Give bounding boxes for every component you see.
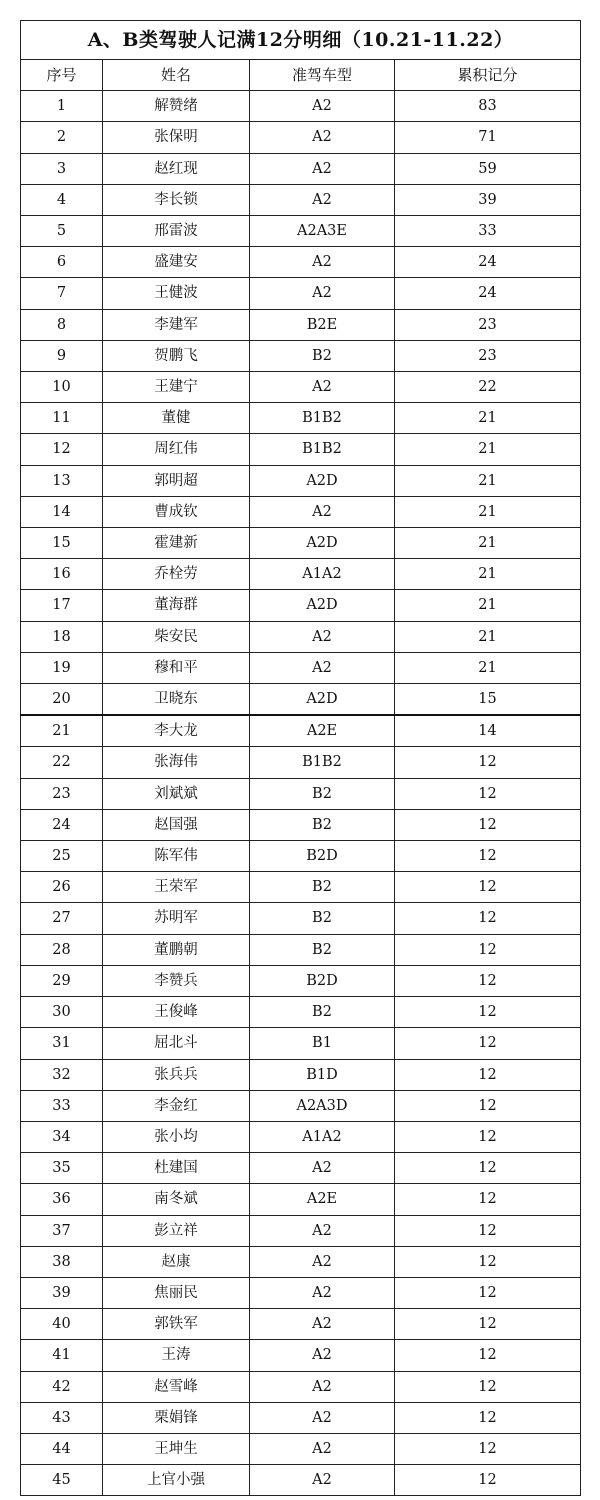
cell-license-class: A1A2 bbox=[250, 1121, 395, 1152]
cell-license-class: A2 bbox=[250, 247, 395, 278]
table-row bbox=[21, 1309, 581, 1340]
cell-points: 21 bbox=[395, 621, 581, 652]
table-row bbox=[21, 997, 581, 1028]
cell-name: 盛建安 bbox=[103, 247, 250, 278]
cell-license-class: A2 bbox=[250, 184, 395, 215]
table-row bbox=[21, 91, 581, 122]
cell-license-class: A1A2 bbox=[250, 559, 395, 590]
cell-points: 59 bbox=[395, 153, 581, 184]
cell-license-class: A2E bbox=[250, 1184, 395, 1215]
cell-index: 39 bbox=[21, 1277, 103, 1308]
cell-index: 12 bbox=[21, 434, 103, 465]
table-row bbox=[21, 1121, 581, 1152]
cell-name: 李建军 bbox=[103, 309, 250, 340]
cell-license-class: B2D bbox=[250, 965, 395, 996]
cell-index: 38 bbox=[21, 1246, 103, 1277]
table-row bbox=[21, 747, 581, 778]
cell-name: 彭立祥 bbox=[103, 1215, 250, 1246]
table-row bbox=[21, 841, 581, 872]
cell-points: 83 bbox=[395, 91, 581, 122]
cell-points: 24 bbox=[395, 247, 581, 278]
cell-index: 15 bbox=[21, 528, 103, 559]
table-row bbox=[21, 809, 581, 840]
cell-license-class: B2 bbox=[250, 340, 395, 371]
cell-license-class: A2 bbox=[250, 1371, 395, 1402]
cell-license-class: A2D bbox=[250, 528, 395, 559]
table-row bbox=[21, 1246, 581, 1277]
cell-name: 李赞兵 bbox=[103, 965, 250, 996]
cell-name: 赵国强 bbox=[103, 809, 250, 840]
cell-index: 33 bbox=[21, 1090, 103, 1121]
cell-index: 21 bbox=[21, 715, 103, 747]
cell-index: 20 bbox=[21, 684, 103, 716]
cell-points: 12 bbox=[395, 747, 581, 778]
cell-license-class: B2D bbox=[250, 841, 395, 872]
header-index: 序号 bbox=[21, 60, 103, 91]
table-row bbox=[21, 1184, 581, 1215]
cell-index: 13 bbox=[21, 465, 103, 496]
cell-points: 71 bbox=[395, 122, 581, 153]
table-row bbox=[21, 372, 581, 403]
cell-license-class: B2 bbox=[250, 809, 395, 840]
cell-points: 24 bbox=[395, 278, 581, 309]
cell-points: 21 bbox=[395, 465, 581, 496]
table-row bbox=[21, 496, 581, 527]
cell-name: 刘斌斌 bbox=[103, 778, 250, 809]
table-row bbox=[21, 403, 581, 434]
cell-license-class: A2A3D bbox=[250, 1090, 395, 1121]
cell-name: 郭明超 bbox=[103, 465, 250, 496]
cell-points: 21 bbox=[395, 434, 581, 465]
cell-name: 郭铁军 bbox=[103, 1309, 250, 1340]
table-row bbox=[21, 872, 581, 903]
cell-name: 李长锁 bbox=[103, 184, 250, 215]
cell-license-class: A2 bbox=[250, 1277, 395, 1308]
cell-index: 19 bbox=[21, 652, 103, 683]
cell-points: 12 bbox=[395, 1215, 581, 1246]
cell-index: 7 bbox=[21, 278, 103, 309]
cell-license-class: A2 bbox=[250, 278, 395, 309]
cell-license-class: B2 bbox=[250, 934, 395, 965]
cell-index: 25 bbox=[21, 841, 103, 872]
cell-index: 3 bbox=[21, 153, 103, 184]
cell-index: 43 bbox=[21, 1402, 103, 1433]
cell-index: 2 bbox=[21, 122, 103, 153]
table-row bbox=[21, 278, 581, 309]
cell-license-class: B2 bbox=[250, 778, 395, 809]
cell-name: 苏明军 bbox=[103, 903, 250, 934]
cell-index: 26 bbox=[21, 872, 103, 903]
table-row bbox=[21, 309, 581, 340]
cell-points: 14 bbox=[395, 715, 581, 747]
cell-name: 董鹏朝 bbox=[103, 934, 250, 965]
cell-index: 18 bbox=[21, 621, 103, 652]
table-row bbox=[21, 1090, 581, 1121]
cell-name: 王坤生 bbox=[103, 1433, 250, 1464]
cell-points: 12 bbox=[395, 903, 581, 934]
table-row bbox=[21, 1277, 581, 1308]
table-row bbox=[21, 434, 581, 465]
cell-name: 周红伟 bbox=[103, 434, 250, 465]
table-row bbox=[21, 903, 581, 934]
points-table bbox=[20, 20, 581, 1496]
cell-license-class: A2 bbox=[250, 1153, 395, 1184]
cell-name: 赵红现 bbox=[103, 153, 250, 184]
table-row bbox=[21, 590, 581, 621]
cell-license-class: A2 bbox=[250, 496, 395, 527]
cell-points: 12 bbox=[395, 1153, 581, 1184]
table-row bbox=[21, 1153, 581, 1184]
table-row bbox=[21, 934, 581, 965]
table-row bbox=[21, 1433, 581, 1464]
table-body bbox=[21, 91, 581, 1496]
cell-license-class: A2D bbox=[250, 684, 395, 716]
cell-index: 6 bbox=[21, 247, 103, 278]
cell-license-class: A2 bbox=[250, 1402, 395, 1433]
table-row bbox=[21, 559, 581, 590]
cell-license-class: B1B2 bbox=[250, 747, 395, 778]
header-name: 姓名 bbox=[103, 60, 250, 91]
cell-points: 12 bbox=[395, 872, 581, 903]
cell-index: 30 bbox=[21, 997, 103, 1028]
table-row bbox=[21, 1465, 581, 1496]
cell-name: 李金红 bbox=[103, 1090, 250, 1121]
cell-points: 21 bbox=[395, 496, 581, 527]
cell-points: 21 bbox=[395, 403, 581, 434]
cell-name: 王荣军 bbox=[103, 872, 250, 903]
cell-points: 12 bbox=[395, 1402, 581, 1433]
cell-index: 42 bbox=[21, 1371, 103, 1402]
table-row bbox=[21, 1028, 581, 1059]
table-row bbox=[21, 1402, 581, 1433]
cell-points: 12 bbox=[395, 778, 581, 809]
cell-index: 41 bbox=[21, 1340, 103, 1371]
cell-index: 17 bbox=[21, 590, 103, 621]
table-row bbox=[21, 340, 581, 371]
cell-name: 张小均 bbox=[103, 1121, 250, 1152]
cell-points: 12 bbox=[395, 1309, 581, 1340]
cell-points: 12 bbox=[395, 1121, 581, 1152]
cell-name: 栗娟锋 bbox=[103, 1402, 250, 1433]
cell-license-class: B1 bbox=[250, 1028, 395, 1059]
cell-index: 44 bbox=[21, 1433, 103, 1464]
cell-index: 27 bbox=[21, 903, 103, 934]
cell-points: 12 bbox=[395, 1371, 581, 1402]
cell-license-class: B2 bbox=[250, 872, 395, 903]
cell-name: 上官小强 bbox=[103, 1465, 250, 1496]
cell-license-class: B2 bbox=[250, 903, 395, 934]
table-row bbox=[21, 1371, 581, 1402]
cell-index: 11 bbox=[21, 403, 103, 434]
cell-index: 40 bbox=[21, 1309, 103, 1340]
cell-name: 解赞绪 bbox=[103, 91, 250, 122]
cell-index: 14 bbox=[21, 496, 103, 527]
table-row bbox=[21, 465, 581, 496]
cell-points: 12 bbox=[395, 1433, 581, 1464]
cell-index: 23 bbox=[21, 778, 103, 809]
cell-name: 卫晓东 bbox=[103, 684, 250, 716]
cell-points: 12 bbox=[395, 1340, 581, 1371]
cell-license-class: B2E bbox=[250, 309, 395, 340]
table-row bbox=[21, 778, 581, 809]
cell-index: 1 bbox=[21, 91, 103, 122]
table-row bbox=[21, 528, 581, 559]
cell-name: 王俊峰 bbox=[103, 997, 250, 1028]
header-points: 累积记分 bbox=[395, 60, 581, 91]
cell-license-class: A2 bbox=[250, 1465, 395, 1496]
table-row bbox=[21, 652, 581, 683]
cell-name: 屈北斗 bbox=[103, 1028, 250, 1059]
cell-points: 12 bbox=[395, 997, 581, 1028]
cell-points: 21 bbox=[395, 528, 581, 559]
cell-index: 4 bbox=[21, 184, 103, 215]
table-row bbox=[21, 122, 581, 153]
cell-points: 12 bbox=[395, 1277, 581, 1308]
table-row bbox=[21, 621, 581, 652]
cell-name: 李大龙 bbox=[103, 715, 250, 747]
cell-name: 穆和平 bbox=[103, 652, 250, 683]
header-license-class: 准驾车型 bbox=[250, 60, 395, 91]
cell-license-class: B1D bbox=[250, 1059, 395, 1090]
cell-points: 22 bbox=[395, 372, 581, 403]
cell-points: 12 bbox=[395, 965, 581, 996]
cell-license-class: A2 bbox=[250, 1340, 395, 1371]
cell-name: 杜建国 bbox=[103, 1153, 250, 1184]
points-table-container bbox=[20, 20, 580, 1496]
cell-name: 贺鹏飞 bbox=[103, 340, 250, 371]
cell-name: 柴安民 bbox=[103, 621, 250, 652]
cell-points: 12 bbox=[395, 1184, 581, 1215]
table-row bbox=[21, 216, 581, 247]
cell-name: 王建宁 bbox=[103, 372, 250, 403]
cell-name: 董健 bbox=[103, 403, 250, 434]
cell-license-class: A2 bbox=[250, 122, 395, 153]
table-title: A、B类驾驶人记满12分明细（10.21-11.22） bbox=[21, 21, 581, 60]
cell-points: 39 bbox=[395, 184, 581, 215]
cell-license-class: B1B2 bbox=[250, 434, 395, 465]
cell-index: 36 bbox=[21, 1184, 103, 1215]
cell-points: 15 bbox=[395, 684, 581, 716]
table-row bbox=[21, 153, 581, 184]
table-row bbox=[21, 1340, 581, 1371]
cell-points: 21 bbox=[395, 652, 581, 683]
cell-name: 王健波 bbox=[103, 278, 250, 309]
cell-points: 33 bbox=[395, 216, 581, 247]
cell-name: 南冬斌 bbox=[103, 1184, 250, 1215]
table-row bbox=[21, 684, 581, 716]
cell-points: 21 bbox=[395, 590, 581, 621]
cell-index: 34 bbox=[21, 1121, 103, 1152]
cell-name: 董海群 bbox=[103, 590, 250, 621]
cell-index: 37 bbox=[21, 1215, 103, 1246]
cell-index: 45 bbox=[21, 1465, 103, 1496]
cell-index: 5 bbox=[21, 216, 103, 247]
cell-license-class: A2 bbox=[250, 1246, 395, 1277]
cell-name: 霍建新 bbox=[103, 528, 250, 559]
cell-license-class: A2 bbox=[250, 1433, 395, 1464]
cell-points: 23 bbox=[395, 340, 581, 371]
table-row bbox=[21, 247, 581, 278]
cell-name: 张海伟 bbox=[103, 747, 250, 778]
cell-name: 张保明 bbox=[103, 122, 250, 153]
cell-index: 16 bbox=[21, 559, 103, 590]
cell-license-class: A2 bbox=[250, 91, 395, 122]
cell-license-class: A2 bbox=[250, 621, 395, 652]
cell-license-class: B2 bbox=[250, 997, 395, 1028]
cell-points: 12 bbox=[395, 1246, 581, 1277]
cell-points: 12 bbox=[395, 1090, 581, 1121]
cell-name: 乔栓劳 bbox=[103, 559, 250, 590]
cell-license-class: A2 bbox=[250, 372, 395, 403]
cell-license-class: B1B2 bbox=[250, 403, 395, 434]
cell-index: 31 bbox=[21, 1028, 103, 1059]
cell-index: 24 bbox=[21, 809, 103, 840]
table-row bbox=[21, 965, 581, 996]
cell-name: 王涛 bbox=[103, 1340, 250, 1371]
cell-points: 12 bbox=[395, 809, 581, 840]
header-row bbox=[21, 60, 581, 91]
cell-points: 23 bbox=[395, 309, 581, 340]
cell-index: 32 bbox=[21, 1059, 103, 1090]
cell-license-class: A2D bbox=[250, 590, 395, 621]
cell-name: 赵雪峰 bbox=[103, 1371, 250, 1402]
cell-points: 12 bbox=[395, 1465, 581, 1496]
cell-license-class: A2E bbox=[250, 715, 395, 747]
cell-license-class: A2 bbox=[250, 1309, 395, 1340]
table-row bbox=[21, 1059, 581, 1090]
cell-license-class: A2D bbox=[250, 465, 395, 496]
cell-name: 张兵兵 bbox=[103, 1059, 250, 1090]
cell-points: 21 bbox=[395, 559, 581, 590]
cell-name: 陈军伟 bbox=[103, 841, 250, 872]
cell-name: 曹成钦 bbox=[103, 496, 250, 527]
cell-license-class: A2 bbox=[250, 652, 395, 683]
cell-license-class: A2 bbox=[250, 153, 395, 184]
cell-index: 29 bbox=[21, 965, 103, 996]
cell-index: 22 bbox=[21, 747, 103, 778]
cell-license-class: A2 bbox=[250, 1215, 395, 1246]
cell-license-class: A2A3E bbox=[250, 216, 395, 247]
table-row bbox=[21, 184, 581, 215]
cell-points: 12 bbox=[395, 934, 581, 965]
cell-points: 12 bbox=[395, 841, 581, 872]
table-row bbox=[21, 715, 581, 747]
cell-index: 9 bbox=[21, 340, 103, 371]
cell-name: 邢雷波 bbox=[103, 216, 250, 247]
cell-name: 赵康 bbox=[103, 1246, 250, 1277]
cell-name: 焦丽民 bbox=[103, 1277, 250, 1308]
cell-index: 35 bbox=[21, 1153, 103, 1184]
cell-index: 28 bbox=[21, 934, 103, 965]
table-row bbox=[21, 1215, 581, 1246]
cell-points: 12 bbox=[395, 1059, 581, 1090]
cell-index: 8 bbox=[21, 309, 103, 340]
cell-points: 12 bbox=[395, 1028, 581, 1059]
cell-index: 10 bbox=[21, 372, 103, 403]
